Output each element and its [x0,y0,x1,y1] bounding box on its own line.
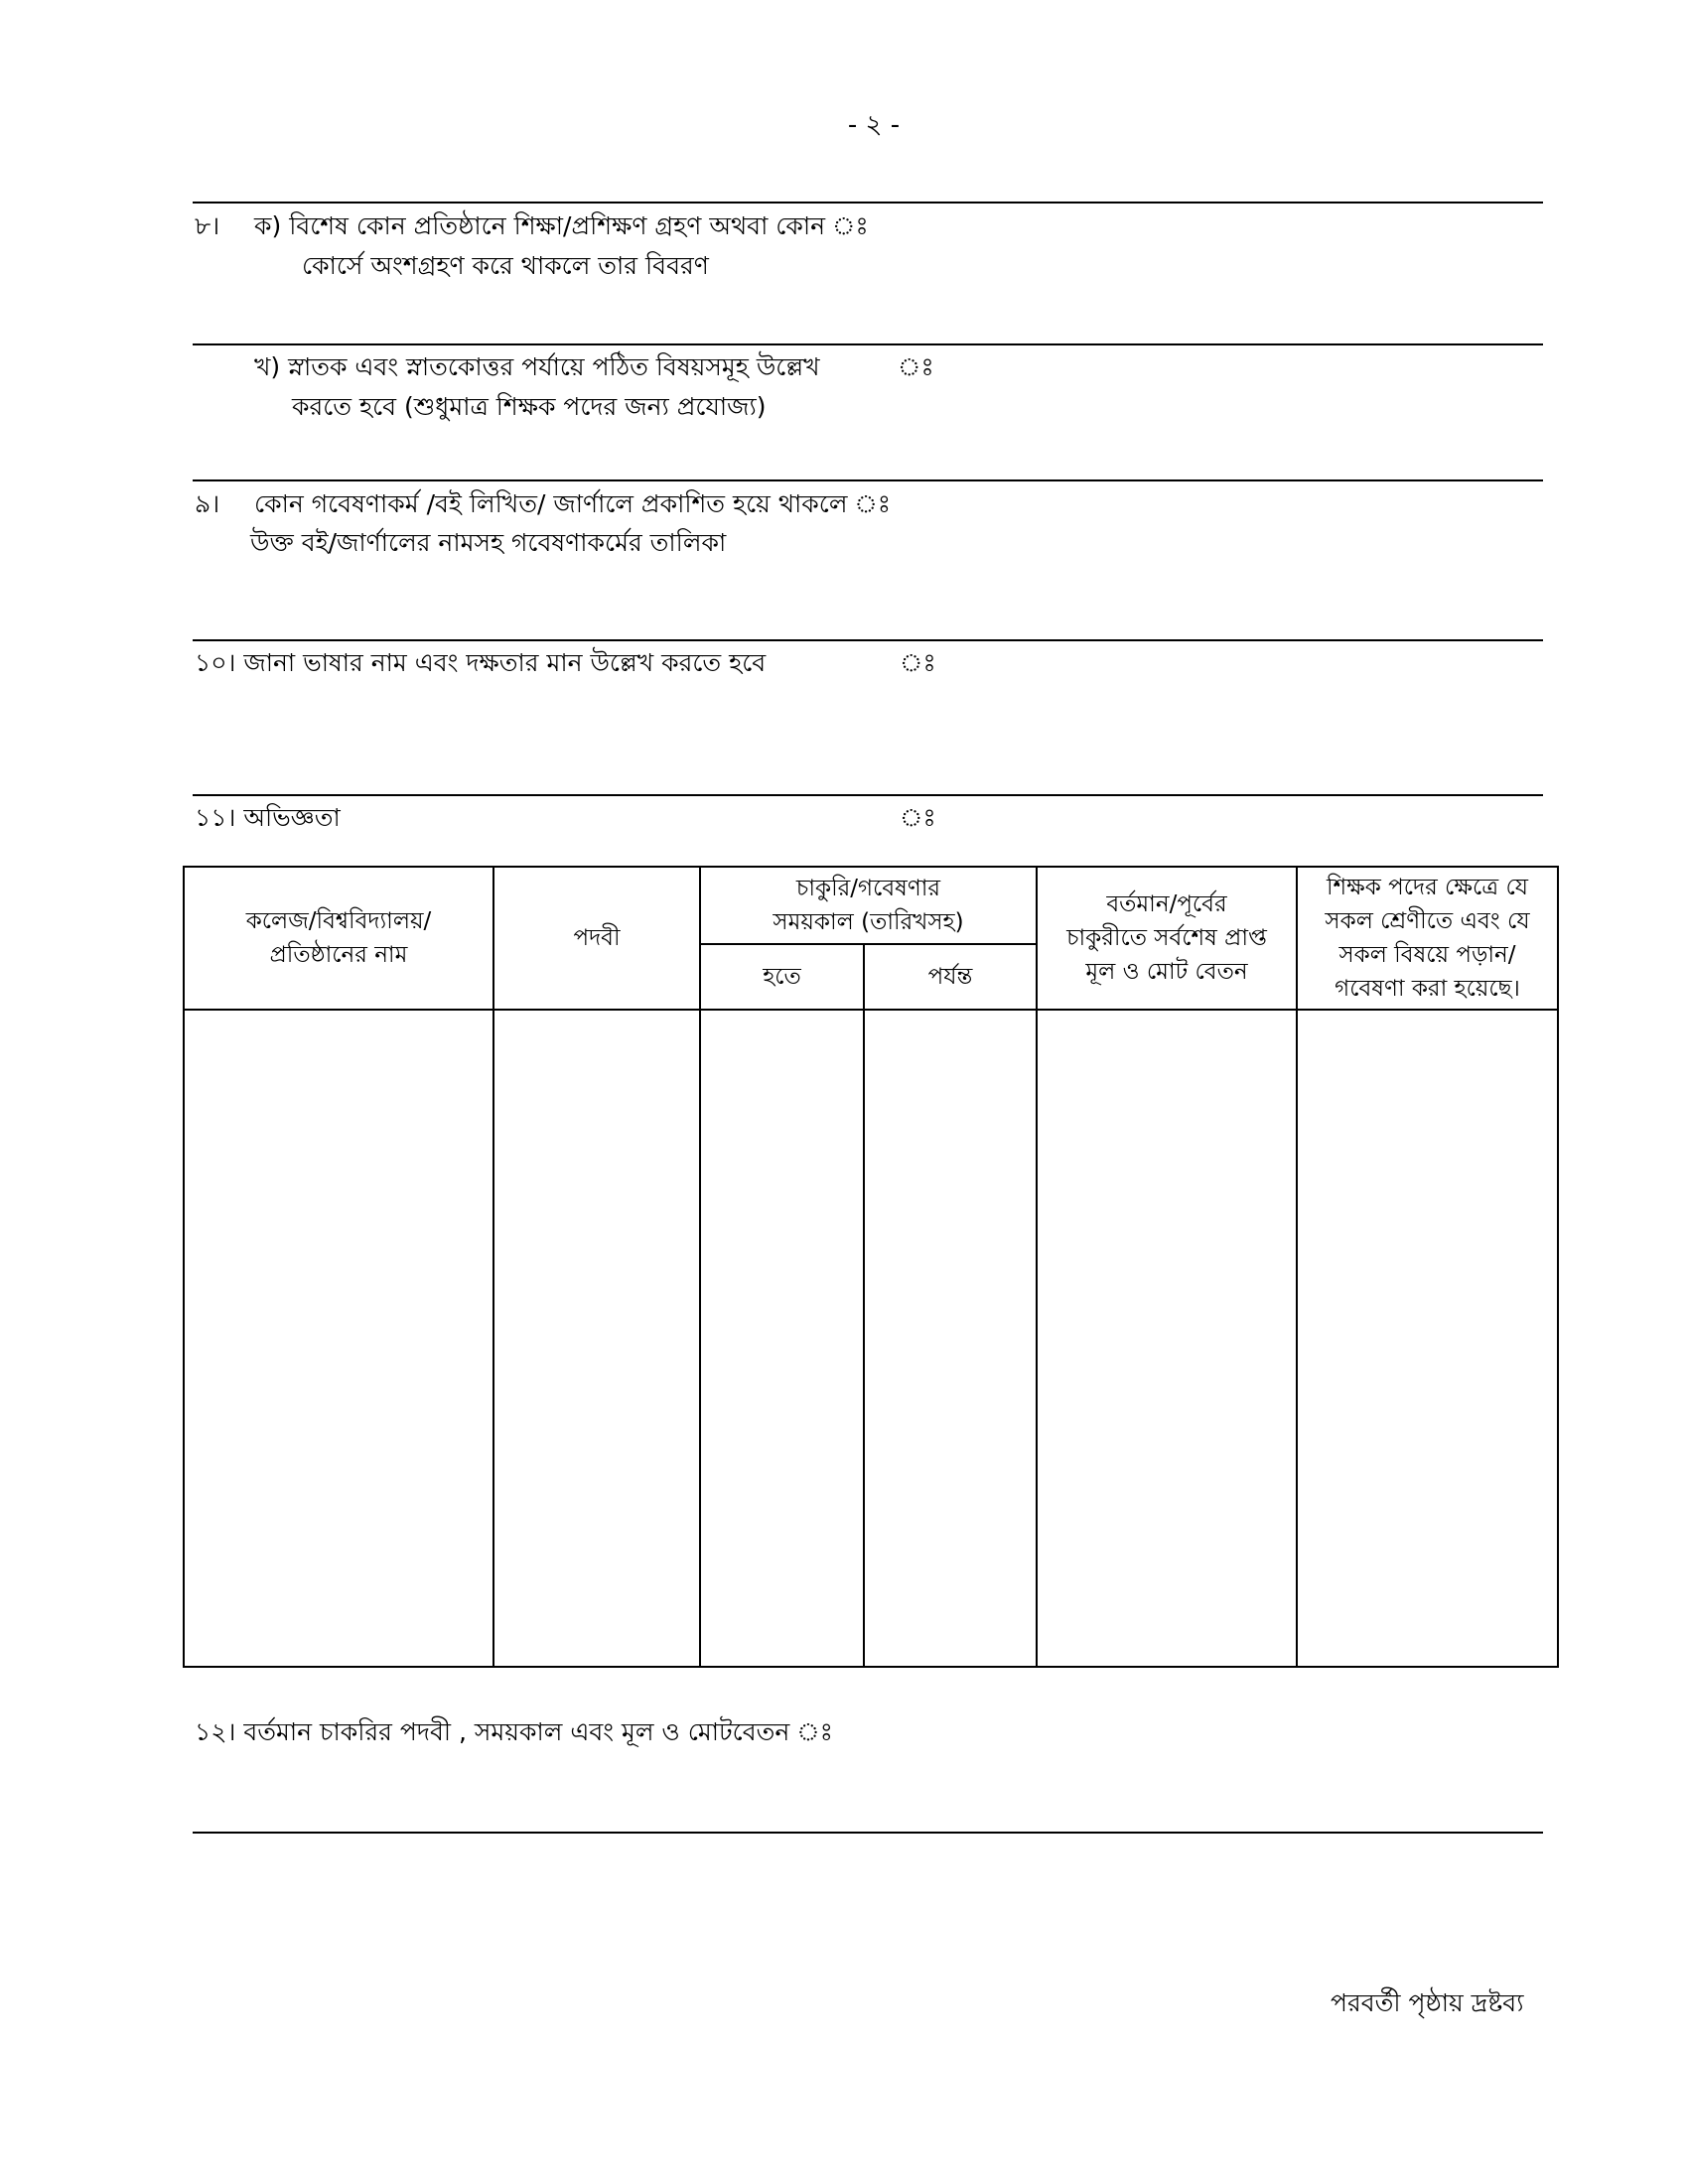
col-teaching-line3: সকল বিষয়ে পড়ান/ [1338,942,1516,968]
col-teaching-header [1297,867,1558,1010]
col-institution-line2: প্রতিষ্ঠানের নাম [269,942,408,968]
section-divider [193,479,1543,481]
item8b-line1: খ) স্নাতক এবং স্নাতকোত্তর পর্যায়ে পঠিত বিষয়সমূহ উল্লেখ [254,352,820,381]
col-teaching-line2: সকল শ্রেণীতে এবং যে [1325,908,1530,934]
item8a-line2: কোর্সে অংশগ্রহণ করে থাকলে তার বিবরণ [302,251,709,280]
col-period-to: পর্যন্ত [864,944,1037,1010]
item11-label: ১১। অভিজ্ঞতা [195,803,341,832]
cell-teaching[interactable] [1297,1010,1558,1667]
section-divider [193,343,1543,345]
col-salary-line2: চাকুরীতে সর্বশেষ প্রাপ্ত [1066,925,1267,951]
cell-to[interactable] [864,1010,1037,1667]
col-period-header [700,867,1037,944]
section-divider [193,639,1543,641]
col-institution-header [184,867,493,1010]
cell-designation[interactable] [493,1010,700,1667]
item8b-line2: করতে হবে (শুধুমাত্র শিক্ষক পদের জন্য প্রযোজ্য) [292,392,767,421]
col-teaching-line1: শিক্ষক পদের ক্ষেত্রে যে [1326,875,1529,900]
page-number: - ২ - [847,110,901,140]
col-salary-line3: মূল ও মোট বেতন [1085,959,1248,985]
experience-table [183,866,1559,1668]
section-divider [193,202,1543,204]
col-salary-header [1037,867,1297,1010]
cell-from[interactable] [700,1010,864,1667]
item12-label: ১২। বর্তমান চাকরির পদবী , সময়কাল এবং মূল ও মোটবেতন ঃ [195,1717,833,1746]
item11-colon: ঃ [900,803,936,832]
col-designation-header: পদবী [493,867,700,1010]
footer-note: পরবর্তী পৃষ্ঠায় দ্রষ্টব্য [1331,1988,1524,2017]
col-period-line1: চাকুরি/গবেষণার [795,876,941,901]
item8-number: ৮। [195,211,220,240]
item9-line1: কোন গবেষণাকর্ম /বই লিখিত/ জার্ণালে প্রকাশিত হয়ে থাকলে ঃ [254,489,892,518]
table-row [184,1010,1558,1667]
col-salary-line1: বর্তমান/পূর্বের [1106,891,1227,917]
cell-salary[interactable] [1037,1010,1297,1667]
section-divider [193,1832,1543,1834]
item10-label: ১০। জানা ভাষার নাম এবং দক্ষতার মান উল্লেখ করতে হবে [195,648,767,677]
col-period-line2: সময়কাল (তারিখসহ) [773,909,964,935]
cell-institution[interactable] [184,1010,493,1667]
item8b-colon: ঃ [898,352,934,381]
item8a-line1: ক) বিশেষ কোন প্রতিষ্ঠানে শিক্ষা/প্রশিক্ষণ গ্রহণ অথবা কোন ঃ [254,211,869,240]
item10-colon: ঃ [900,648,936,677]
col-period-from: হতে [700,944,864,1010]
item9-number: ৯। [195,489,220,518]
col-teaching-line4: গবেষণা করা হয়েছে। [1335,976,1520,1002]
col-institution-line1: কলেজ/বিশ্ববিদ্যালয়/ [245,908,432,934]
item9-line2: উক্ত বই/জার্ণালের নামসহ গবেষণাকর্মের তালিকা [250,528,727,557]
section-divider [193,794,1543,796]
